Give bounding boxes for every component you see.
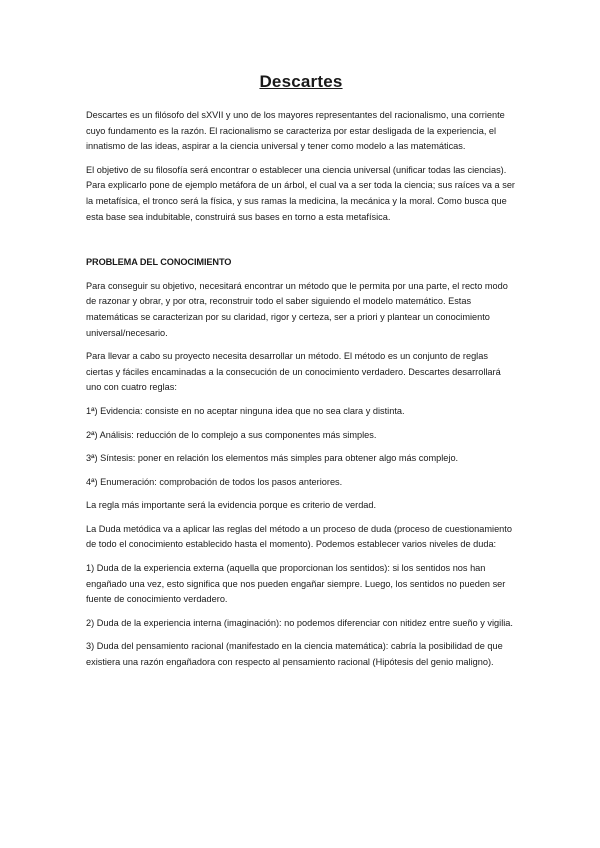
intro-paragraph-1: Descartes es un filósofo del sXVII y uno de los mayores representantes del racionalismo, una corriente cuyo fundamento es la razón. El racionalismo se caracteriza por estar desligada de la experiencia, el innatismo de las ideas, aspirar a la ciencia universal y tener como modelo a las matemáticas.	[86, 110, 505, 152]
document-page	[86, 72, 516, 679]
rule-enumeration: 4ª) Enumeración: comprobación de todos los pasos anteriores.	[86, 476, 343, 487]
section-heading: PROBLEMA DEL CONOCIMIENTO	[86, 257, 232, 268]
paragraph-method-definition: Para llevar a cabo su proyecto necesita desarrollar un método. El método es un conjunto de reglas ciertas y fáciles encaminadas a la consecución de un conocimiento verdadero. Descartes desarrollará uno con cuatro reglas:	[86, 351, 501, 393]
paragraph-method-goal: Para conseguir su objetivo, necesitará encontrar un método que le permita por una parte, el recto modo de razonar y obrar, y por otra, reconstruir todo el saber siguiendo el modelo matemático. Estas matemáticas se caracterizan por su claridad, rigor y certeza, ser a priori y plantear un conocimiento universal/necesario.	[86, 280, 508, 338]
document-title: Descartes	[259, 72, 343, 91]
doubt-level-3: 3) Duda del pensamiento racional (manifestado en la ciencia matemática): cabría la posibilidad de que existiera una razón engañadora con respecto al pensamiento racional (Hipótesis del genio maligno).	[86, 641, 503, 668]
doubt-level-1: 1) Duda de la experiencia externa (aquella que proporcionan los sentidos): si los sentidos nos han engañado una vez, esto significa que nos pueden engañar siempre. Luego, los sentidos no pueden ser fuente de conocimiento verdadero.	[86, 563, 506, 605]
rule-synthesis: 3ª) Síntesis: poner en relación los elementos más simples para obtener algo más complejo.	[86, 453, 459, 464]
paragraph-main-rule: La regla más importante será la evidencia porque es criterio de verdad.	[86, 500, 377, 511]
intro-paragraph-2: El objetivo de su filosofía será encontrar o establecer una ciencia universal (unificar todas las ciencias). Para explicarlo pone de ejemplo metáfora de un árbol, el cual va a ser toda la ciencia; sus raíces va a ser la metafísica, el tronco será la física, y sus ramas la medicina, la mecánica y la moral. Como busca que esta base sea indubitable, construirá sus bases en torno a esta metafísica.	[86, 164, 515, 222]
rule-analysis: 2ª) Análisis: reducción de lo complejo a sus componentes más simples.	[86, 429, 377, 440]
doubt-level-2: 2) Duda de la experiencia interna (imaginación): no podemos diferenciar con nitidez entre sueño y vigilia.	[86, 617, 513, 628]
paragraph-methodic-doubt: La Duda metódica va a aplicar las reglas del método a un proceso de duda (proceso de cuestionamiento de todo el conocimiento establecido hasta el momento). Podemos establecer varios niveles de duda:	[86, 523, 512, 550]
rule-evidence: 1ª) Evidencia: consiste en no aceptar ninguna idea que no sea clara y distinta.	[86, 405, 405, 416]
